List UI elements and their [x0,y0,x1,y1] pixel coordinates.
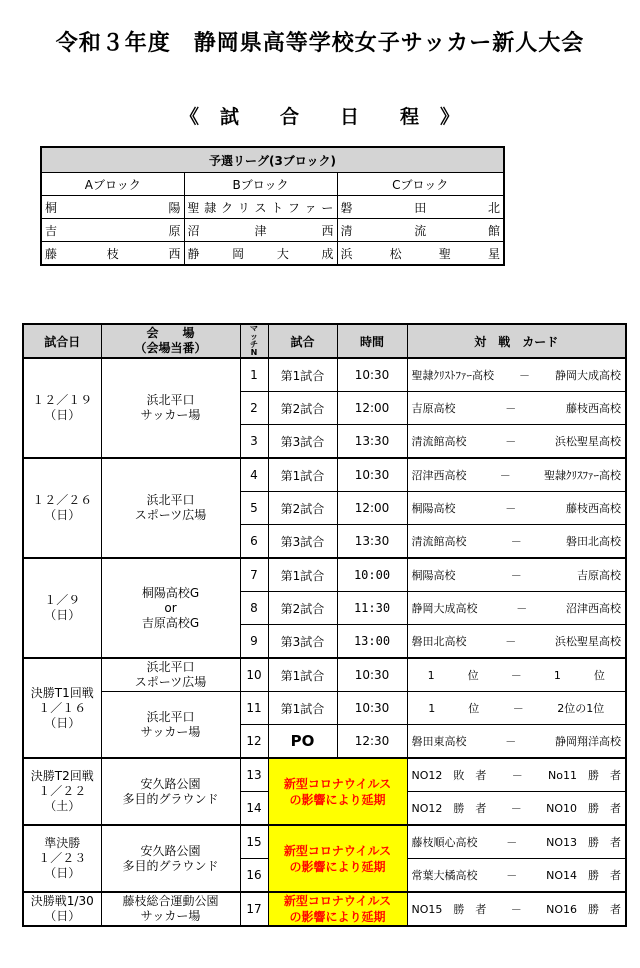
team-cell [337,219,504,242]
match-date-line: １２／２６ [32,493,93,507]
match-card-content [412,433,622,449]
match-separator: － [519,369,530,382]
match-card [407,658,626,692]
postponed-notice-line: の影響により延期 [289,792,386,807]
team-name: 吉 原 [45,223,181,238]
match-game: 第1試合 [268,458,337,492]
match-date-line: 決勝戦1/30 [30,894,94,908]
header-match-no [240,324,268,358]
league-row [41,242,504,266]
match-card [407,725,626,759]
match-card-content [412,733,622,749]
match-away: NO10 勝 者 [546,802,621,815]
match-date-line: １／２２ [38,784,87,798]
match-home: 聖隷ｸﾘｽﾄﾌｧｰ高校 [411,369,494,382]
match-card-content [412,700,622,716]
match-separator: － [510,535,522,548]
match-date-line: （土） [44,799,81,813]
match-time: 10:00 [337,558,407,592]
match-time: 13:30 [337,425,407,459]
match-date [23,758,101,825]
match-date-line: （日） [44,508,81,522]
match-home: 常葉大橘高校 [411,869,478,882]
match-card [407,859,626,893]
match-card-content [412,633,622,649]
match-away: 磐田北高校 [566,535,621,548]
match-number: 16 [240,859,268,893]
match-away: 聖隷ｸﾘｽﾌｧｰ高校 [544,469,621,482]
match-venue [101,358,240,458]
match-date [23,558,101,658]
match-away: 静岡大成高校 [555,369,621,382]
match-home: NO15 勝 者 [411,903,487,916]
postponed-notice [268,892,407,926]
match-away: 静岡翔洋高校 [555,735,621,748]
match-card-content [412,533,622,549]
match-away: 2位の1位 [557,702,605,715]
match-row [23,458,626,492]
team-cell [184,196,337,219]
match-game: 第2試合 [268,592,337,625]
match-game: 第1試合 [268,692,337,725]
team-cell [337,242,504,266]
match-away: No11 勝 者 [548,769,621,782]
match-separator: － [505,635,517,648]
match-date-line: １／２３ [38,851,87,865]
match-number: 11 [240,692,268,725]
match-time: 12:00 [337,492,407,525]
match-number: 8 [240,592,268,625]
match-card-content [412,600,622,616]
match-game: 第1試合 [268,358,337,392]
match-venue-line: 桐陽高校G [141,585,200,600]
match-number: 13 [240,758,268,792]
match-card-content [412,901,622,917]
league-row [41,219,504,242]
league-block-header-row [41,173,504,196]
team-cell [337,196,504,219]
match-home: 藤枝順心高校 [411,836,478,849]
block-header: Cブロック [337,173,504,196]
match-separator: － [510,903,522,916]
match-card-content [412,467,622,483]
match-venue-line: 浜北平口 [146,493,195,507]
match-number: 5 [240,492,268,525]
match-separator: － [505,402,517,415]
team-name: 聖 隷 ク リ ス ト フ ァ ー [187,200,334,215]
match-separator: － [499,469,511,482]
match-venue-line: 浜北平口 [146,709,195,724]
match-card [407,458,626,492]
match-venue-line: 多目的グラウンド [122,858,219,873]
match-time: 13:00 [337,625,407,659]
postponed-notice-line: の影響により延期 [289,910,386,924]
match-card [407,425,626,459]
match-game: PO [268,725,337,759]
page-title: 令和３年度 静岡県高等学校女子サッカー新人大会 [55,31,585,56]
match-time: 12:30 [337,725,407,759]
match-home: NO12 勝 者 [411,802,487,815]
team-name: 磐 田 北 [340,200,500,215]
match-venue-line: サッカー場 [140,408,201,422]
match-card-content [412,500,622,516]
match-card-content [412,667,622,683]
match-home: 沼津西高校 [411,469,467,482]
match-away: 浜松聖星高校 [555,435,621,448]
match-time: 13:30 [337,525,407,559]
match-away: NO14 勝 者 [546,869,621,882]
match-time: 11:30 [337,592,407,625]
match-home: 吉原高校 [411,402,456,415]
match-home: 静岡大成高校 [411,602,478,615]
match-number: 6 [240,525,268,559]
match-separator: － [516,602,528,615]
header-date: 試合日 [23,324,101,358]
team-cell [184,219,337,242]
match-time: 10:30 [337,692,407,725]
match-number: 3 [240,425,268,459]
match-row [23,558,626,592]
match-number: 14 [240,792,268,826]
match-card [407,625,626,659]
match-time: 12:00 [337,392,407,425]
match-date-line: （日） [44,909,81,923]
match-card-content [412,834,622,850]
match-home: 磐田東高校 [411,735,467,748]
match-number: 4 [240,458,268,492]
match-card-content [412,400,622,416]
match-number: 2 [240,392,268,425]
match-row [23,358,626,392]
match-home: 桐陽高校 [411,502,456,515]
match-card-content [412,767,622,783]
match-separator: － [512,702,524,715]
match-venue-line: 吉原高校G [141,615,200,630]
match-venue [101,825,240,892]
match-date-line: （日） [44,608,81,622]
schedule-subtitle-text: 《 試 合 日 程 》 [179,106,460,128]
match-away: NO13 勝 者 [546,836,621,849]
match-card-content [412,867,622,883]
match-date-line: 決勝T2回戦 [30,769,94,783]
match-date-line: （日） [44,866,81,880]
match-venue-line: サッカー場 [140,724,201,739]
match-game: 第2試合 [268,492,337,525]
match-away: 1 位 [553,669,605,682]
header-venue-line: 会 場 [146,326,195,340]
match-number: 7 [240,558,268,592]
match-date-line: 準決勝 [44,836,81,850]
match-game: 第3試合 [268,425,337,459]
header-match-line: N [250,348,258,357]
match-home: 清流館高校 [411,535,467,548]
match-home: 清流館高校 [411,435,467,448]
match-card [407,792,626,826]
match-game: 第1試合 [268,658,337,692]
match-venue-line: 浜北平口 [146,393,195,407]
match-date [23,458,101,558]
header-match-line: ッ [250,332,258,341]
match-card [407,758,626,792]
match-date-line: １／９ [44,593,81,607]
match-time: 10:30 [337,658,407,692]
team-cell [41,196,184,219]
match-home: 桐陽高校 [411,569,456,582]
match-date-line: （日） [44,408,81,422]
match-away: 藤枝西高校 [566,502,621,515]
match-game: 第1試合 [268,558,337,592]
match-date-line: １／１６ [38,700,87,715]
match-venue [101,458,240,558]
match-row [23,892,626,926]
match-venue-line: 浜北平口 [146,660,195,674]
header-match-line: マ [250,324,258,333]
match-venue-line: スポーツ広場 [134,675,207,689]
match-away: 吉原高校 [577,569,621,582]
match-separator: － [505,435,517,448]
match-venue-line: 藤枝総合運動公園 [122,894,219,908]
schedule-subtitle [0,102,640,129]
match-venue [101,558,240,658]
match-away: NO16 勝 者 [546,903,621,916]
schedule-header-row [23,324,626,358]
match-row [23,758,626,792]
match-card [407,392,626,425]
match-date-line: 決勝T1回戦 [30,685,94,700]
league-row [41,196,504,219]
match-home: NO12 敗 者 [411,769,487,782]
match-separator: － [510,569,522,582]
match-home: 磐田北高校 [411,635,467,648]
header-game: 試合 [268,324,337,358]
match-card-content [412,567,622,583]
match-row [23,658,626,692]
match-home: 1 位 [428,702,480,715]
match-card [407,692,626,725]
match-card [407,525,626,559]
match-date-line: １２／１９ [32,393,93,407]
team-name: 浜 松 聖 星 [340,246,500,261]
match-number: 12 [240,725,268,759]
header-match-line: チ [250,340,258,349]
team-cell [41,219,184,242]
match-card-content [412,800,622,816]
header-venue [101,324,240,358]
match-venue [101,658,240,692]
match-card [407,558,626,592]
team-name: 沼 津 西 [187,223,334,238]
match-card [407,825,626,859]
team-name: 桐 陽 [45,200,181,215]
team-cell [41,242,184,266]
postponed-notice-line: 新型コロナウイルス [283,894,392,908]
match-date-line: （日） [44,715,81,730]
match-away: 沼津西高校 [566,602,621,615]
postponed-notice [268,758,407,825]
match-venue [101,892,240,926]
match-card [407,492,626,525]
match-schedule-table [22,323,627,927]
match-number: 15 [240,825,268,859]
team-name: 清 流 館 [340,223,500,238]
match-venue-line: 安久路公園 [140,843,201,858]
league-title-row [41,147,504,173]
match-card [407,892,626,926]
header-time: 時間 [337,324,407,358]
match-away: 浜松聖星高校 [555,635,621,648]
match-separator: － [510,669,522,682]
match-time: 10:30 [337,458,407,492]
match-date [23,658,101,758]
postponed-notice-line: 新型コロナウイルス [283,776,392,791]
match-venue-line: 安久路公園 [140,776,201,791]
match-venue [101,758,240,825]
team-cell [184,242,337,266]
match-game: 第3試合 [268,625,337,659]
match-venue-line: スポーツ広場 [134,508,207,522]
match-separator: － [506,836,518,849]
match-venue-line: or [164,600,177,615]
match-game: 第3試合 [268,525,337,559]
match-number: 9 [240,625,268,659]
match-separator: － [505,735,517,748]
match-date [23,892,101,926]
match-row [23,692,626,725]
match-venue [101,692,240,759]
preliminary-league-table [40,146,505,266]
match-away: 藤枝西高校 [566,402,621,415]
postponed-notice [268,825,407,892]
match-separator: － [511,769,523,782]
match-number: 1 [240,358,268,392]
header-card: 対 戦 カード [407,324,626,358]
header-venue-line: （会場当番） [134,341,207,355]
match-card [407,592,626,625]
match-card-content [412,367,622,383]
postponed-notice-line: 新型コロナウイルス [283,843,392,858]
match-venue-line: 多目的グラウンド [122,791,219,806]
match-game: 第2試合 [268,392,337,425]
match-separator: － [505,502,517,515]
match-date [23,825,101,892]
match-date [23,358,101,458]
match-home: 1 位 [427,669,479,682]
match-time: 10:30 [337,358,407,392]
block-header: Aブロック [41,173,184,196]
match-separator: － [510,802,522,815]
match-number: 17 [240,892,268,926]
team-name: 藤 枝 西 [45,246,181,261]
match-card [407,358,626,392]
match-venue-line: サッカー場 [140,909,201,923]
league-title: 予選リーグ(3ブロック) [41,147,504,173]
match-number: 10 [240,658,268,692]
block-header: Bブロック [184,173,337,196]
match-separator: － [506,869,518,882]
postponed-notice-line: の影響により延期 [289,859,386,874]
match-row [23,825,626,859]
team-name: 静 岡 大 成 [187,246,334,261]
